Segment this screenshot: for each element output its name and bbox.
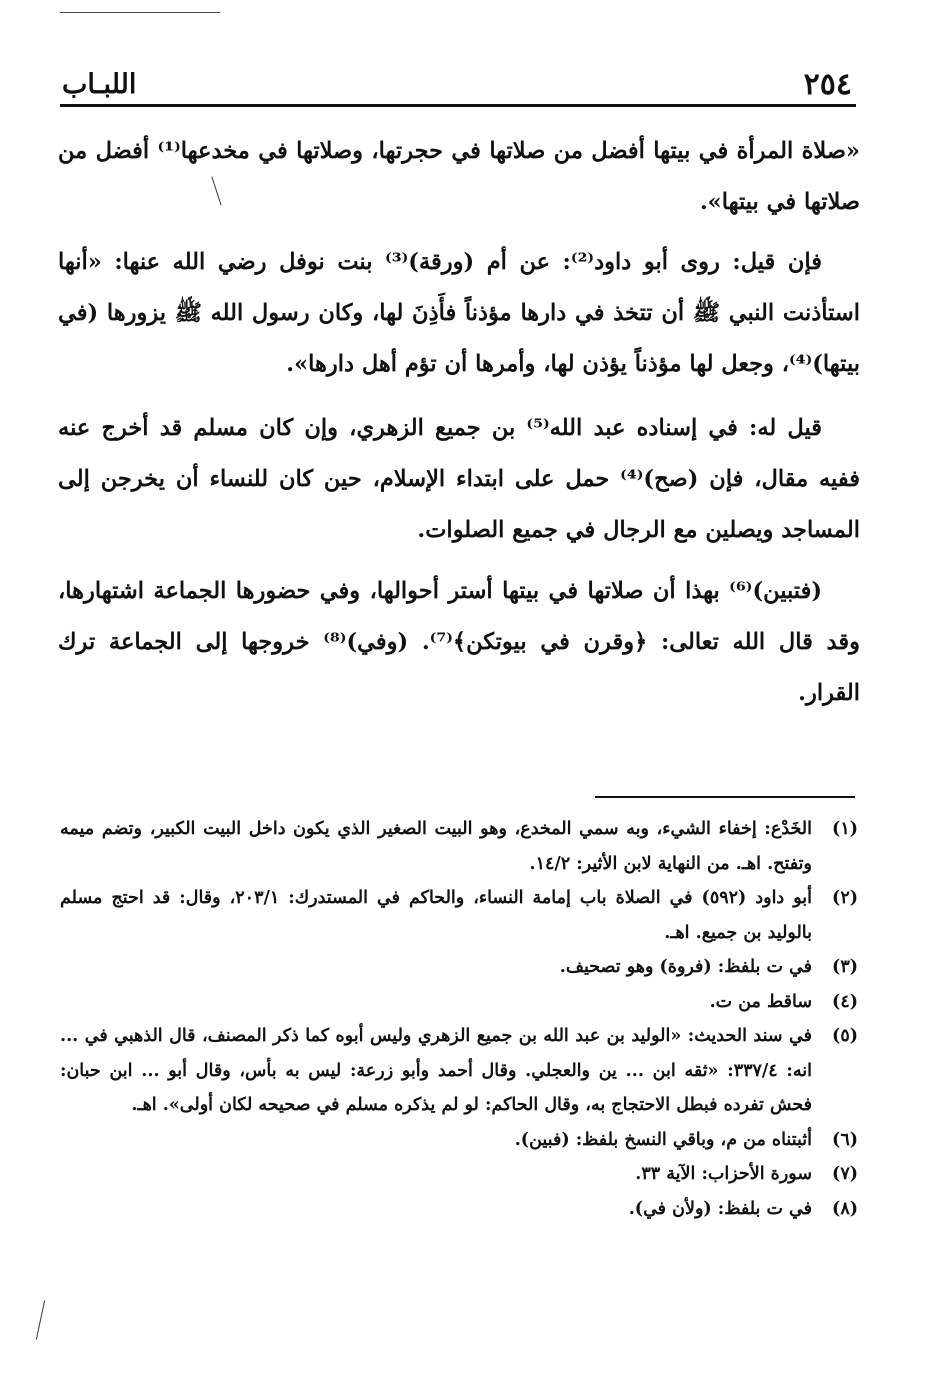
footnote-text: سورة الأحزاب: الآية ٣٣. [635, 1164, 812, 1184]
footnote-text: في ت بلفظ: (ولأن في). [628, 1198, 812, 1219]
footnote-separator [595, 796, 855, 798]
footnote-item [60, 881, 858, 950]
body-paragraph-4: (فتبين)⁽⁶⁾ بهذا أن صلاتها في بيتها أستر أحوالها، وفي حضورها الجماعة اشتهارها، وقد قال الله تعالى: ﴿وقرن في بيوتكن﴾⁽⁷⁾. (وفي)⁽⁸⁾ خروجها إلى الجماعة ترك القرار. [58, 578, 860, 706]
footnote-item [60, 812, 858, 881]
footnote-item [60, 985, 858, 1020]
body-paragraph-3: قيل له: في إسناده عبد الله⁽⁵⁾ بن جميع الزهري، وإن كان مسلم قد أخرج عنه ففيه مقال، فإن (صح)⁽⁴⁾ حمل على ابتداء الإسلام، حين كان للنساء أن يخرجن إلى المساجد ويصلين مع الرجال في جميع الصلوات. [58, 415, 860, 543]
footnote-number: (٨) [832, 1198, 858, 1219]
footnote-item [60, 1123, 858, 1158]
footnote-number: (٤) [832, 991, 858, 1012]
scan-mark [60, 12, 220, 13]
footnote-number: (٦) [832, 1129, 858, 1150]
footnote-text: في سند الحديث: «الوليد بن عبد الله بن جميع الزهري وليس أبوه كما ذكر المصنف، قال الذهبي في ... انه: ٣٣٧/٤: «ثقه ابن ... ين والعجلي. وقال أحمد وأبو زرعة: ليس به بأس، وقال أبو ... ابن حبان: فحش تفرده فبطل الاحتجاج به، وقال الحاكم: لو لم يذكره مسلم في صحيحه لكان أولى». اهـ. [60, 1026, 813, 1115]
footnote-item [60, 1157, 858, 1192]
footnotes-list [60, 812, 858, 1226]
footnote-number: (٢) [832, 888, 858, 908]
header-rule [60, 104, 856, 107]
footnote-text: في ت بلفظ: (فروة) وهو تصحيف. [559, 957, 812, 977]
footnote-item [60, 1019, 858, 1123]
body-paragraph-1: «صلاة المرأة في بيتها أفضل من صلاتها في حجرتها، وصلاتها في مخدعها⁽¹⁾ أفضل من صلاتها في بيتها». [58, 138, 860, 215]
body-paragraph-2: فإن قيل: روى أبو داود⁽²⁾: عن أم (ورقة)⁽³⁾ بنت نوفل رضي الله عنها: «أنها استأذنت النبي ﷺ أن تتخذ في دارها مؤذناً فأَذِنَ لها، وكان رسول الله ﷺ يزورها (في بيتها)⁽⁴⁾، وجعل لها مؤذناً يؤذن لها، وأمرها أن تؤم أهل دارها». [58, 249, 860, 377]
footnote-number: (٧) [832, 1164, 858, 1184]
footnote-text: الخَدْع: إخفاء الشيء، وبه سمي المخدع، وهو البيت الصغير الذي يكون داخل البيت الكبير، وتضم ميمه وتفتح. اهـ. من النهاية لابن الأثير: ١٤/٢. [60, 819, 812, 874]
footnote-number: (٣) [832, 957, 858, 977]
running-title: اللبـاب [62, 68, 137, 100]
footnote-item [60, 950, 858, 985]
page-number: ٢٥٤ [803, 66, 852, 102]
scan-mark [36, 1300, 45, 1339]
footnote-item [60, 1192, 858, 1227]
footnote-text: ساقط من ت. [709, 991, 812, 1012]
footnote-text: أثبتناه من م، وباقي النسخ بلفظ: (فبين). [514, 1129, 812, 1150]
page-header [62, 64, 852, 104]
footnote-number: (١) [832, 819, 858, 839]
footnote-number: (٥) [832, 1026, 858, 1046]
footnote-text: أبو داود (٥٩٢) في الصلاة باب إمامة النساء، والحاكم في المستدرك: ٢٠٣/١، وقال: قد احتج مسلم بالوليد بن جميع. اهـ. [60, 888, 813, 943]
